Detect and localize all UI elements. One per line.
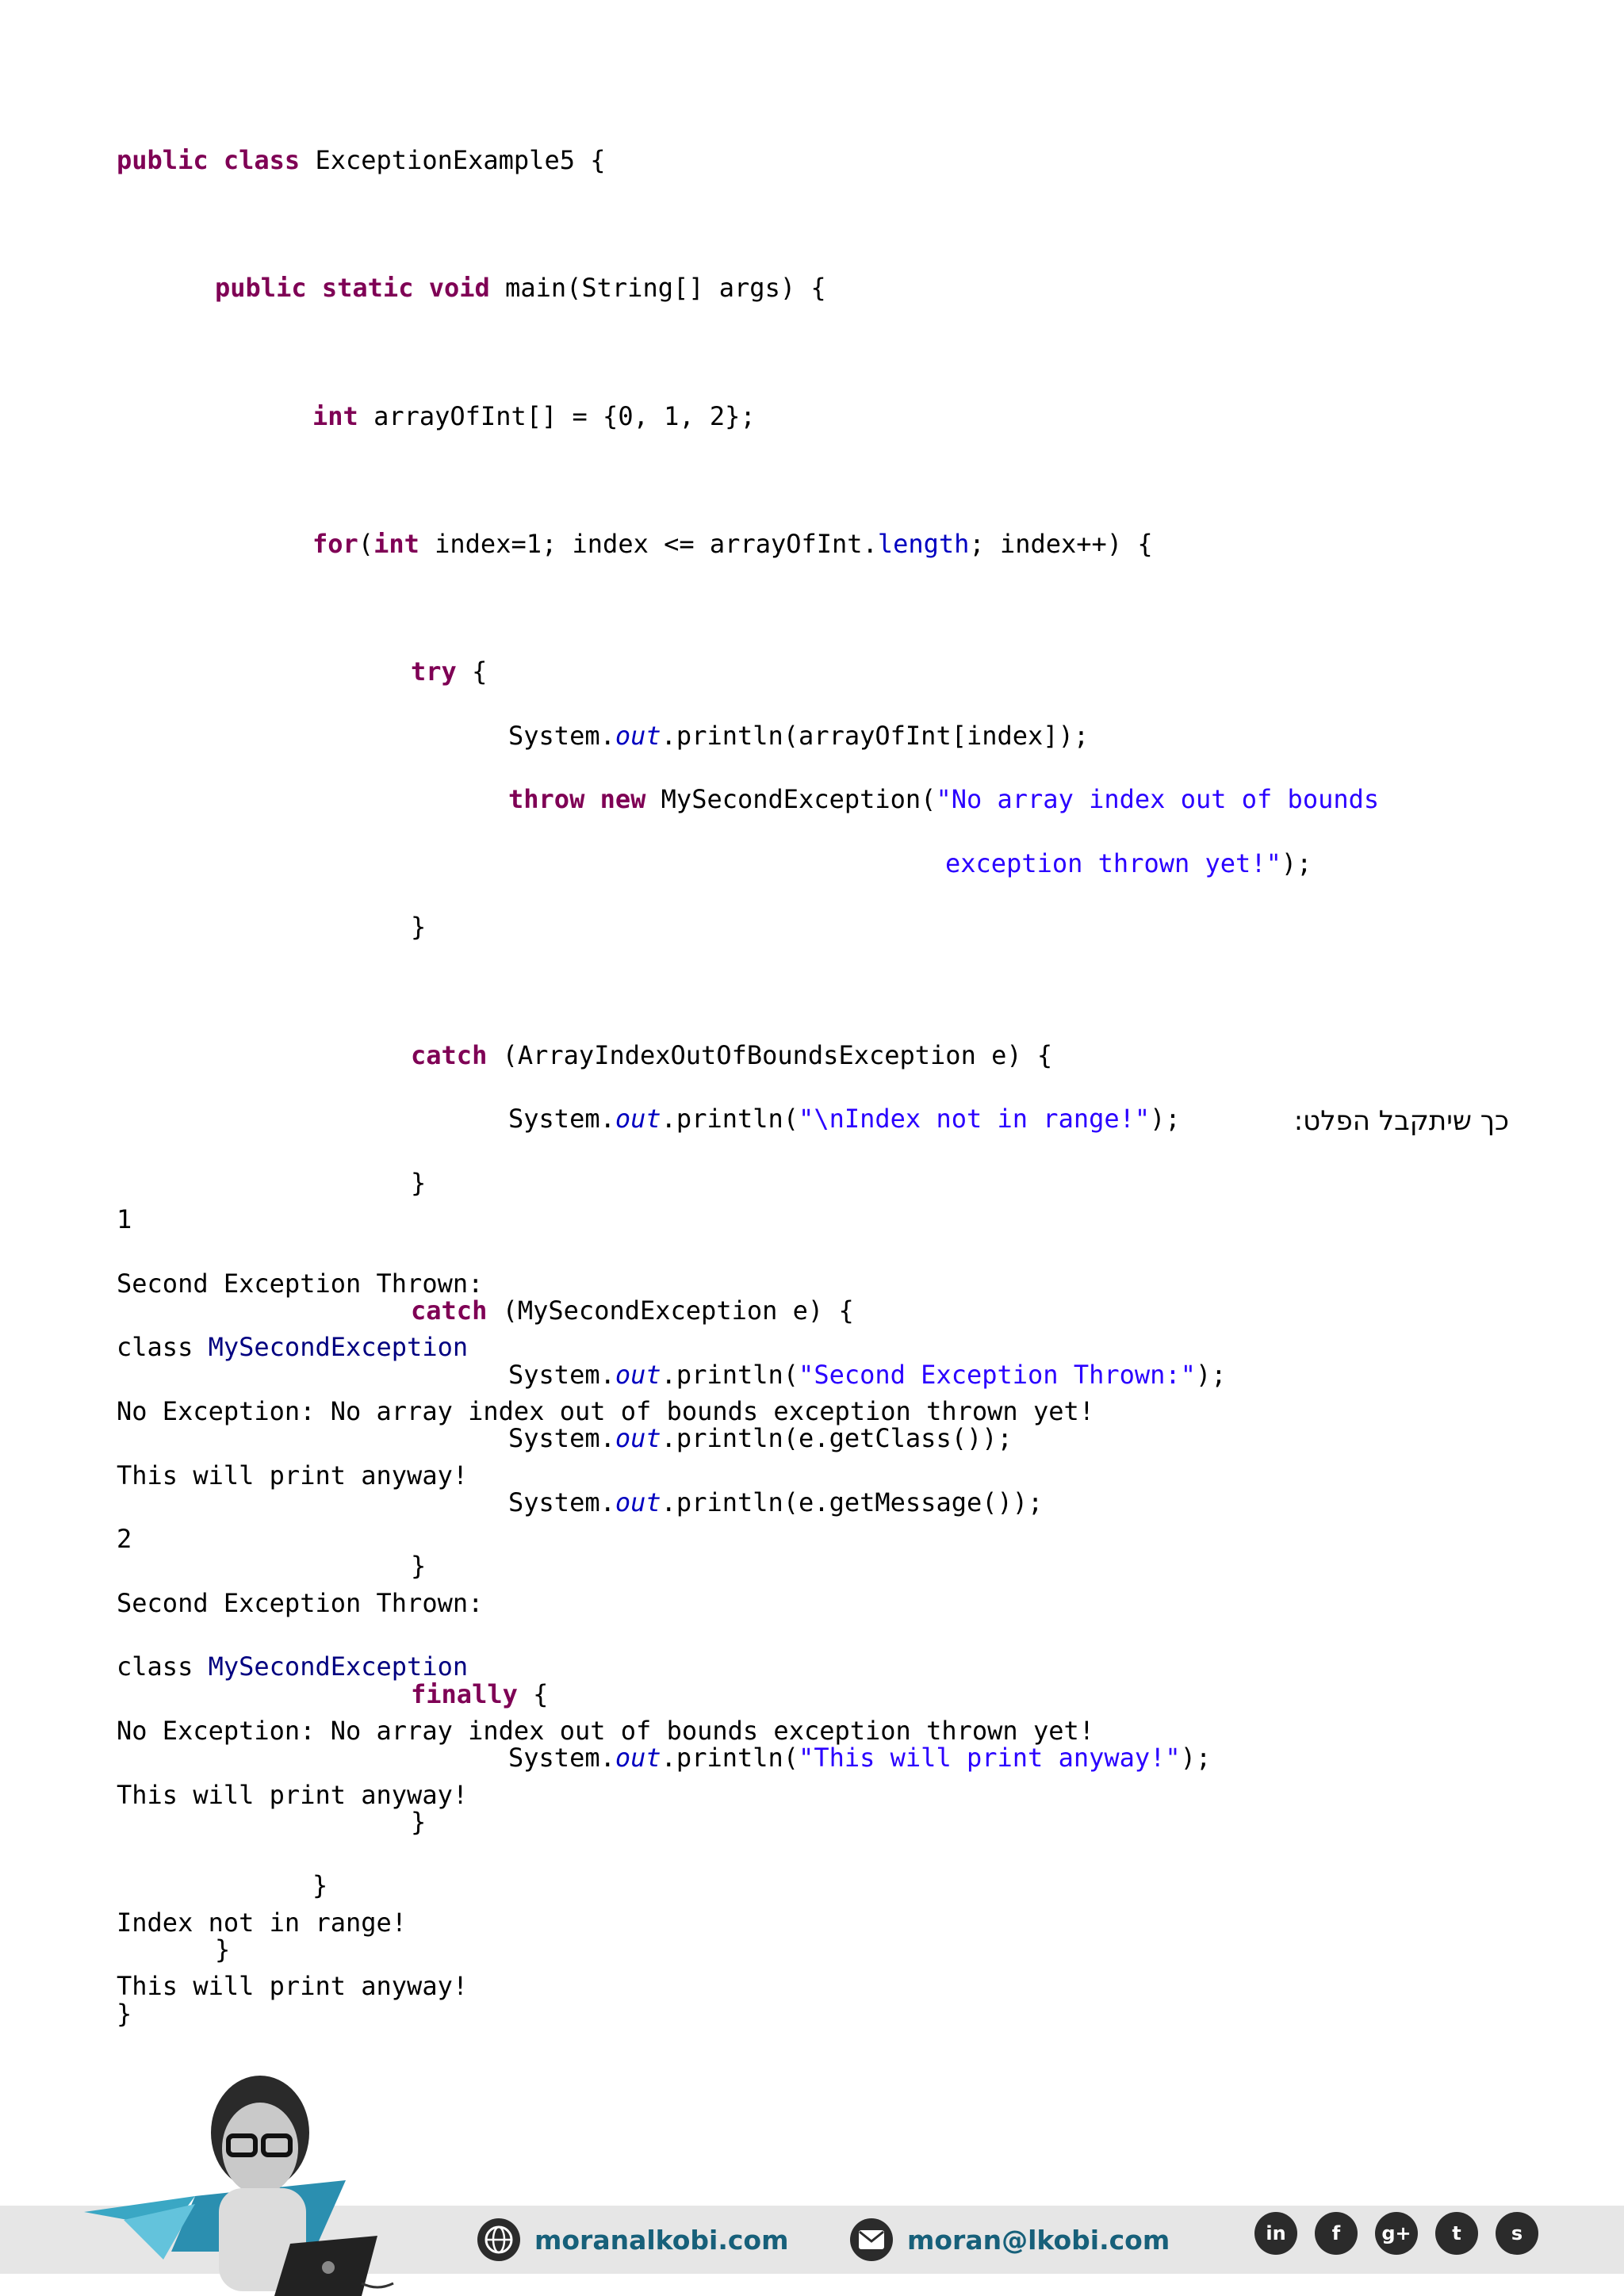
output-line: No Exception: No array index out of bounds exception thrown yet! [117, 1396, 1094, 1427]
code-line [945, 848, 1379, 879]
google-plus-icon[interactable]: g+ [1375, 2212, 1418, 2255]
code-text: } [117, 1998, 132, 2029]
output-line: Second Exception Thrown: [117, 1587, 484, 1618]
code-text: } [411, 1551, 427, 1582]
string-literal: "\nIndex not in range!" [799, 1104, 1151, 1135]
output-line: Second Exception Thrown: [117, 1268, 484, 1299]
code-line [117, 591, 1379, 623]
output-line: This will print anyway! [117, 1460, 469, 1490]
code-text: } [215, 1934, 231, 1965]
code-text: ( [358, 528, 374, 559]
code-text: (ArrayIndexOutOfBoundsException e) { [487, 1039, 1053, 1070]
code-text: System. [508, 720, 615, 751]
twitter-icon[interactable]: t [1435, 2212, 1478, 2255]
globe-icon [477, 2218, 520, 2261]
code-text: ); [1180, 1743, 1212, 1774]
linkedin-icon[interactable]: in [1254, 2212, 1297, 2255]
code-line [117, 144, 1379, 176]
code-text: ); [1150, 1104, 1181, 1135]
output-line [117, 1843, 1094, 1874]
field-name: out [615, 1487, 661, 1517]
output-line: This will print anyway! [117, 1971, 469, 2002]
string-literal: "Second Exception Thrown:" [799, 1359, 1196, 1390]
string-literal: "No array index out of bounds [936, 784, 1380, 815]
keyword: int [312, 400, 358, 431]
field-name: out [615, 720, 661, 751]
code-line [411, 1039, 1379, 1071]
keyword: catch [411, 1039, 488, 1070]
mail-icon [850, 2218, 893, 2261]
code-line [117, 336, 1379, 368]
code-text: MySecondException( [645, 784, 936, 815]
code-text: .println( [661, 1359, 799, 1390]
email-link[interactable] [850, 2217, 1170, 2263]
field-name: out [615, 1743, 661, 1774]
code-text: .println( [661, 1743, 799, 1774]
keyword: throw new [508, 784, 646, 815]
string-literal: exception thrown yet!" [945, 848, 1281, 878]
output-line [117, 1651, 1094, 1682]
code-text: main(String[] args) { [489, 273, 826, 304]
code-line [312, 400, 1379, 432]
code-text: System. [508, 1743, 615, 1774]
mail-icon-svg [858, 2229, 885, 2250]
code-line [215, 272, 1379, 304]
facebook-icon[interactable]: f [1315, 2212, 1358, 2255]
output-text: class [117, 1332, 209, 1363]
code-text: System. [508, 1104, 615, 1135]
code-text: index=1; index <= arrayOfInt. [419, 528, 878, 559]
field-name: out [615, 1104, 661, 1135]
field-name: out [615, 1423, 661, 1454]
output-text: class [117, 1651, 209, 1682]
output-line: No Exception: No array index out of bounds exception thrown yet! [117, 1716, 1094, 1747]
field-name: length [877, 528, 970, 559]
code-line [411, 656, 1379, 687]
output-line [117, 1331, 1094, 1363]
code-line [508, 783, 1379, 815]
output-line: Index not in range! [117, 1907, 408, 1938]
keyword: int [373, 528, 419, 559]
code-text: .println(e.getClass()); [661, 1423, 1013, 1454]
class-name: MySecondException [208, 1332, 469, 1363]
code-text: System. [508, 1487, 615, 1517]
string-literal: "This will print anyway!" [799, 1743, 1181, 1774]
code-text: ; index++) { [969, 528, 1153, 559]
website-text[interactable]: moranalkobi.com [534, 2224, 789, 2256]
code-text: (MySecondException e) { [487, 1295, 854, 1326]
code-text: System. [508, 1359, 615, 1390]
social-links [1254, 2212, 1538, 2255]
skype-icon[interactable]: s [1496, 2212, 1538, 2255]
code-text: .println( [661, 1104, 799, 1135]
keyword: public static void [215, 273, 490, 304]
code-text: { [517, 1678, 549, 1709]
code-line [508, 720, 1379, 752]
mascot-illustration [76, 2069, 425, 2296]
output-line: 1 [117, 1204, 132, 1235]
output-line: 2 [117, 1524, 132, 1555]
code-text: ); [1195, 1359, 1227, 1390]
code-line [117, 464, 1379, 496]
keyword: public class [117, 145, 301, 176]
email-text[interactable]: moran@lkobi.com [907, 2224, 1170, 2256]
keyword: try [411, 656, 457, 687]
keyword: catch [411, 1295, 488, 1326]
code-text: ); [1281, 848, 1312, 878]
code-text: } [411, 912, 427, 943]
keyword: finally [411, 1678, 518, 1709]
code-text: .println(e.getMessage()); [661, 1487, 1044, 1517]
keyword: for [312, 528, 358, 559]
code-line [117, 209, 1379, 240]
output-caption: כך שיתקבל הפלט: [1293, 1105, 1509, 1137]
code-text: { [456, 656, 488, 687]
website-link[interactable] [477, 2217, 789, 2263]
code-text: System. [508, 1423, 615, 1454]
code-text: } [411, 1167, 427, 1198]
code-text: arrayOfInt[] = {0, 1, 2}; [358, 400, 756, 431]
code-text: } [312, 1870, 328, 1901]
class-name: MySecondException [208, 1651, 469, 1682]
code-text: .println(arrayOfInt[index]); [661, 720, 1090, 751]
code-line [508, 1103, 1379, 1135]
code-line [312, 528, 1379, 560]
globe-icon-svg [483, 2224, 515, 2256]
code-text: ExceptionExample5 { [300, 145, 606, 176]
code-line [411, 911, 1379, 943]
output-line: This will print anyway! [117, 1779, 469, 1810]
code-line [117, 975, 1379, 1007]
field-name: out [615, 1359, 661, 1390]
code-text: } [411, 1806, 427, 1837]
program-output [117, 1172, 1094, 2034]
